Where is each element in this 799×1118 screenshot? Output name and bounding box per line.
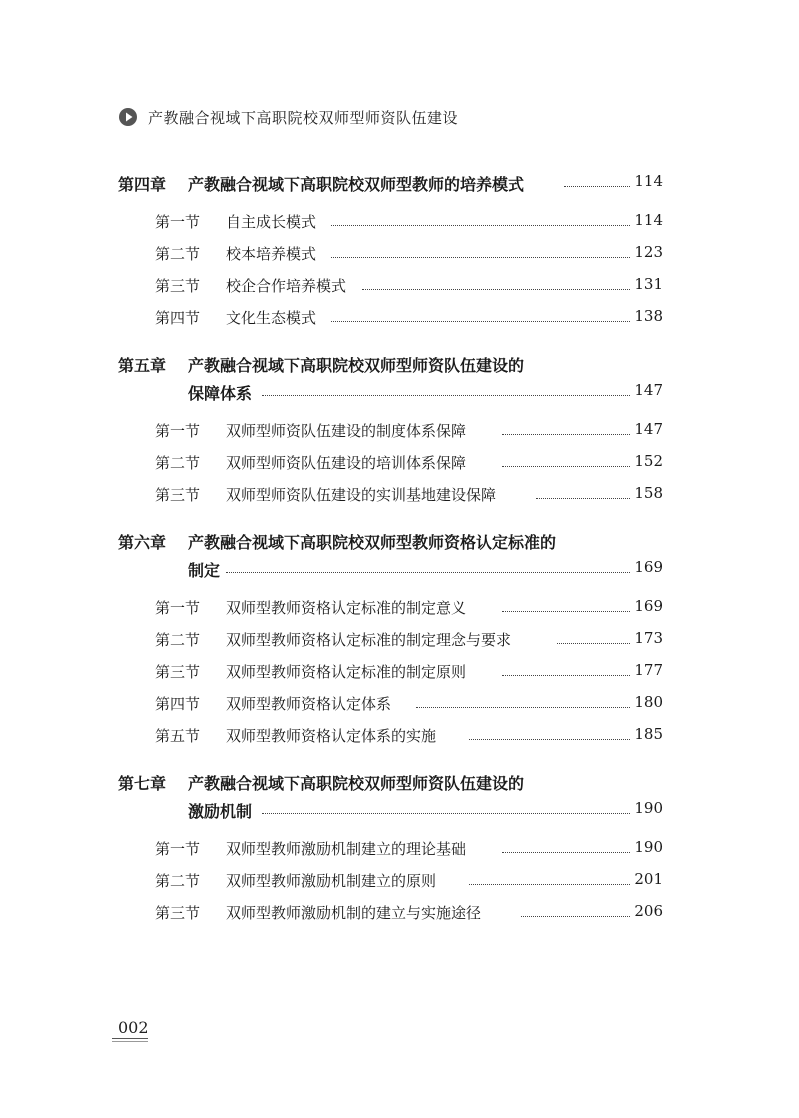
section-title: 双师型教师激励机制建立的原则: [226, 872, 437, 890]
dot-leader: [327, 211, 663, 229]
page-ref: 173: [634, 629, 663, 647]
toc-chapter-7[interactable]: [0, 771, 799, 795]
toc-section[interactable]: [0, 211, 799, 235]
toc-section[interactable]: [0, 838, 799, 862]
page-ref: 190: [634, 838, 663, 856]
toc-section[interactable]: [0, 693, 799, 717]
section-title: 双师型师资队伍建设的制度体系保障: [226, 422, 467, 440]
section-title: 双师型教师资格认定标准的制定原则: [226, 663, 467, 681]
dot-leader: [327, 307, 663, 325]
section-title: 双师型教师资格认定标准的制定意义: [226, 599, 467, 617]
page-ref: 131: [634, 275, 663, 293]
page-ref: 138: [634, 307, 663, 325]
section-label: 第一节: [155, 213, 201, 231]
page-ref: 190: [634, 799, 663, 817]
toc-chapter-4[interactable]: [0, 172, 799, 196]
section-label: 第二节: [155, 454, 201, 472]
toc-section[interactable]: [0, 597, 799, 621]
toc-chapter-5-continued[interactable]: [0, 381, 799, 405]
toc-section[interactable]: [0, 902, 799, 926]
toc-section[interactable]: [0, 661, 799, 685]
page-number-underline: [112, 1041, 148, 1042]
section-label: 第三节: [155, 663, 201, 681]
toc-section[interactable]: [0, 307, 799, 331]
toc-section[interactable]: [0, 275, 799, 299]
dot-leader: [222, 558, 663, 576]
page-ref: 114: [634, 211, 663, 229]
section-label: 第三节: [155, 486, 201, 504]
section-title: 双师型师资队伍建设的培训体系保障: [226, 454, 467, 472]
section-label: 第一节: [155, 840, 201, 858]
dot-leader: [327, 243, 663, 261]
chapter-label: 第四章: [118, 175, 167, 194]
page-ref: 206: [634, 902, 663, 920]
chapter-label: 第七章: [118, 774, 167, 793]
section-title: 双师型师资队伍建设的实训基地建设保障: [226, 486, 497, 504]
dot-leader: [465, 870, 663, 888]
page-ref: 114: [634, 172, 663, 190]
section-label: 第五节: [155, 727, 201, 745]
section-label: 第四节: [155, 695, 201, 713]
section-title: 双师型教师资格认定体系的实施: [226, 727, 437, 745]
toc-section[interactable]: [0, 629, 799, 653]
page-ref: 185: [634, 725, 663, 743]
page-ref: 169: [634, 597, 663, 615]
toc-chapter-7-continued[interactable]: [0, 799, 799, 823]
section-label: 第二节: [155, 872, 201, 890]
page-number-underline: [112, 1038, 148, 1039]
dot-leader: [498, 452, 663, 470]
section-label: 第三节: [155, 904, 201, 922]
page-ref: 123: [634, 243, 663, 261]
chapter-label: 第五章: [118, 356, 167, 375]
section-title: 双师型教师激励机制的建立与实施途径: [226, 904, 482, 922]
page-ref: 201: [634, 870, 663, 888]
section-label: 第一节: [155, 599, 201, 617]
page-ref: 147: [634, 420, 663, 438]
section-label: 第二节: [155, 631, 201, 649]
section-title: 双师型教师激励机制建立的理论基础: [226, 840, 467, 858]
section-label: 第一节: [155, 422, 201, 440]
toc-section[interactable]: [0, 484, 799, 508]
toc-chapter-6[interactable]: [0, 530, 799, 554]
section-label: 第二节: [155, 245, 201, 263]
chapter-title-line2: 激励机制: [188, 802, 253, 821]
chapter-label: 第六章: [118, 533, 167, 552]
page-ref: 158: [634, 484, 663, 502]
toc-section[interactable]: [0, 870, 799, 894]
dot-leader: [532, 484, 663, 502]
section-title: 自主成长模式: [226, 213, 317, 231]
section-label: 第三节: [155, 277, 201, 295]
dot-leader: [258, 799, 663, 817]
section-label: 第四节: [155, 309, 201, 327]
page-ref: 180: [634, 693, 663, 711]
toc-section[interactable]: [0, 452, 799, 476]
dot-leader: [498, 597, 663, 615]
toc-chapter-5[interactable]: [0, 353, 799, 377]
page-ref: 152: [634, 452, 663, 470]
toc-section[interactable]: [0, 420, 799, 444]
dot-leader: [412, 693, 663, 711]
toc-section[interactable]: [0, 243, 799, 267]
dot-leader: [498, 838, 663, 856]
section-title: 双师型教师资格认定体系: [226, 695, 392, 713]
dot-leader: [498, 420, 663, 438]
dot-leader: [517, 902, 663, 920]
page-ref: 147: [634, 381, 663, 399]
dot-leader: [560, 172, 663, 190]
chapter-title-line1: 产教融合视域下高职院校双师型教师资格认定标准的: [188, 533, 557, 552]
header-title: 产教融合视域下高职院校双师型师资队伍建设: [148, 108, 459, 127]
section-title: 文化生态模式: [226, 309, 317, 327]
toc-chapter-6-continued[interactable]: [0, 558, 799, 582]
toc-section[interactable]: [0, 725, 799, 749]
running-header: [118, 106, 458, 128]
dot-leader: [498, 661, 663, 679]
dot-leader: [553, 629, 663, 647]
dot-leader: [465, 725, 663, 743]
chapter-title: 产教融合视域下高职院校双师型教师的培养模式: [188, 175, 525, 194]
chapter-title-line2: 制定: [188, 561, 221, 580]
section-title: 校企合作培养模式: [226, 277, 347, 295]
page-number: 002: [118, 1018, 149, 1037]
section-title: 校本培养模式: [226, 245, 317, 263]
page-ref: 169: [634, 558, 663, 576]
chapter-title-line1: 产教融合视域下高职院校双师型师资队伍建设的: [188, 356, 525, 375]
play-circle-icon: [118, 107, 138, 127]
chapter-title-line1: 产教融合视域下高职院校双师型师资队伍建设的: [188, 774, 525, 793]
section-title: 双师型教师资格认定标准的制定理念与要求: [226, 631, 512, 649]
dot-leader: [358, 275, 663, 293]
dot-leader: [258, 381, 663, 399]
page-ref: 177: [634, 661, 663, 679]
chapter-title-line2: 保障体系: [188, 384, 253, 403]
